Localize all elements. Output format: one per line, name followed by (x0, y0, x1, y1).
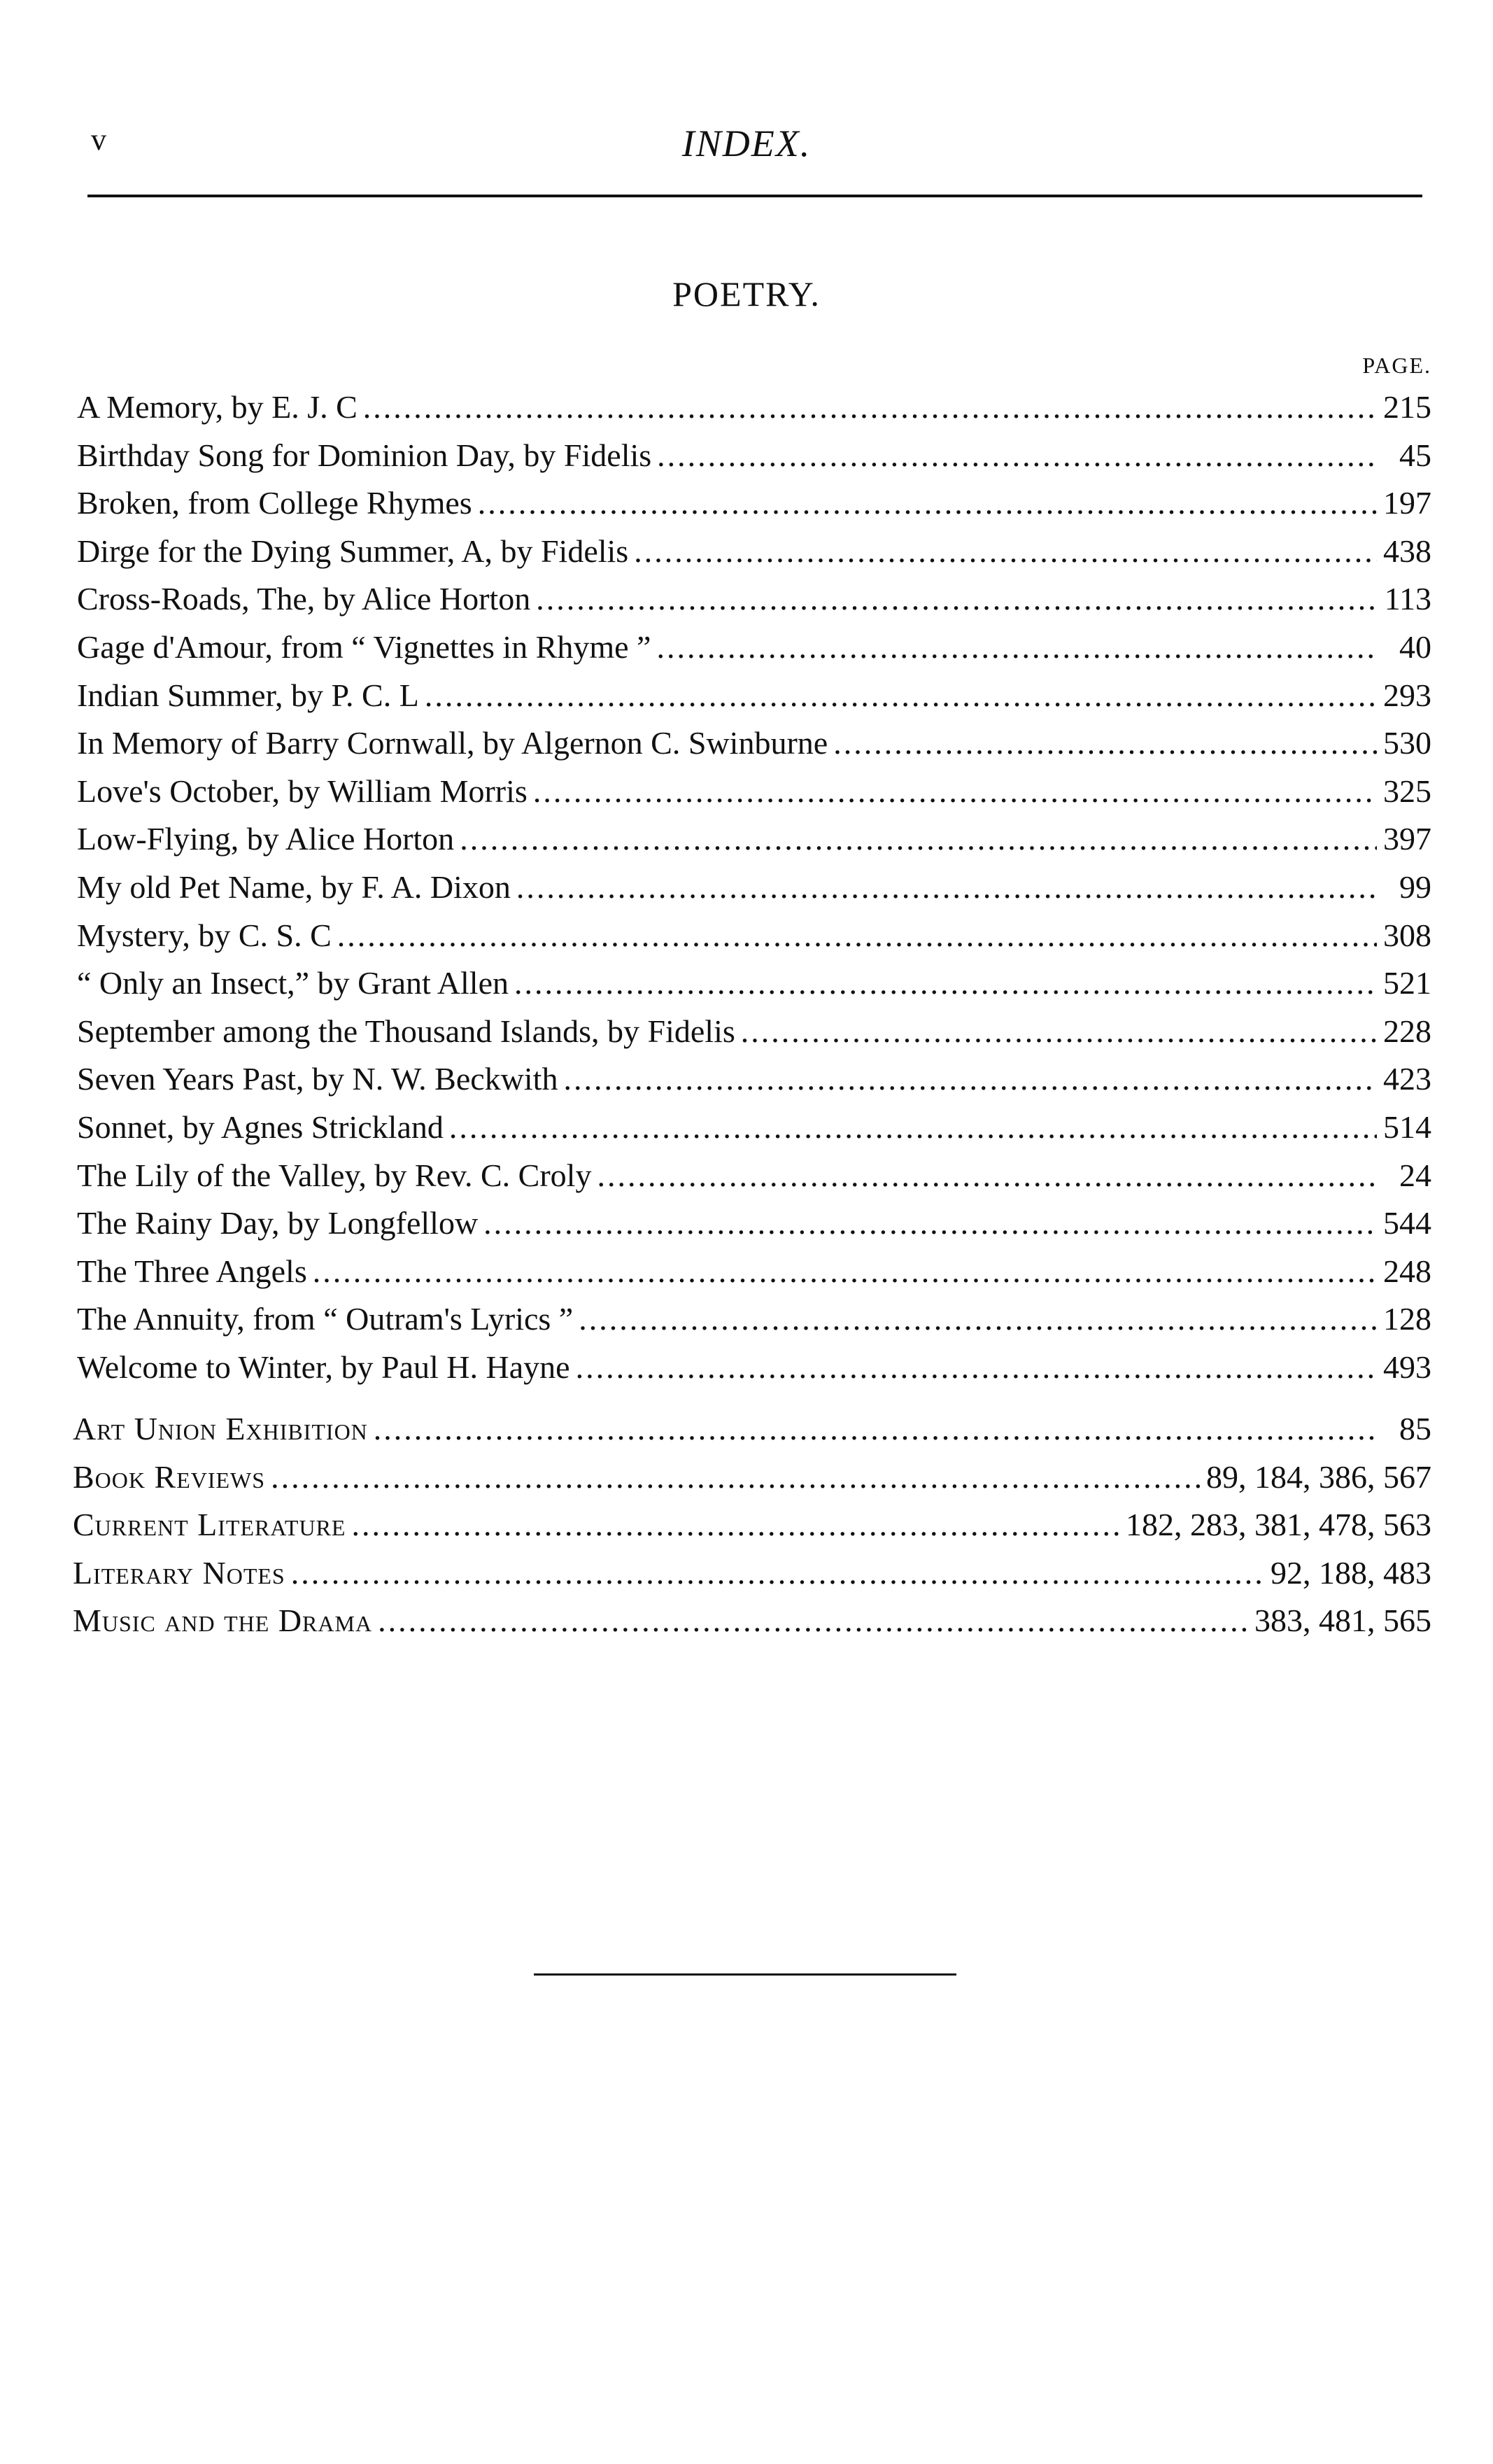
index-entry (77, 383, 1431, 432)
entry-title: Low-Flying, by Alice Horton (77, 821, 455, 857)
dot-leader (533, 768, 1377, 815)
index-entry (77, 959, 1431, 1008)
entry-title: Mystery, by C. S. C (77, 917, 332, 953)
dot-leader (634, 528, 1377, 575)
index-entry (77, 1055, 1431, 1104)
entry-title: Music and the Drama (73, 1603, 373, 1639)
index-entry (77, 719, 1431, 768)
page-column-label: PAGE. (1362, 353, 1431, 378)
entry-title: Literary Notes (73, 1554, 285, 1591)
dot-leader (579, 1295, 1377, 1343)
entry-title: The Lily of the Valley, by Rev. C. Croly (77, 1157, 592, 1193)
entry-page: 92, 188, 483 (1271, 1554, 1431, 1591)
entry-title: “ Only an Insect,” by Grant Allen (77, 965, 509, 1001)
entry-page: 544 (1383, 1205, 1431, 1241)
page-folio: v (91, 122, 106, 157)
index-entry (77, 1199, 1431, 1248)
index-entry (77, 1008, 1431, 1056)
index-entry (77, 1152, 1431, 1200)
entry-title: Book Reviews (73, 1458, 266, 1495)
dot-leader (563, 1055, 1377, 1103)
index-entry (77, 815, 1431, 864)
entry-page: 128 (1383, 1301, 1431, 1337)
index-entry (77, 624, 1431, 672)
entry-page: 215 (1383, 389, 1431, 425)
index-entry (77, 768, 1431, 816)
entry-title: The Rainy Day, by Longfellow (77, 1205, 479, 1241)
index-entry (77, 1295, 1431, 1344)
section-title: POETRY. (672, 274, 821, 314)
entry-page: 530 (1383, 725, 1431, 761)
entry-title: Cross-Roads, The, by Alice Horton (77, 581, 531, 617)
header-rule (87, 195, 1422, 197)
entry-page: 113 (1384, 581, 1431, 617)
entry-title: My old Pet Name, by F. A. Dixon (77, 868, 511, 905)
entry-page: 325 (1383, 773, 1431, 809)
index-entry (73, 1597, 1431, 1645)
dot-leader (449, 1104, 1377, 1151)
dot-leader (516, 864, 1377, 911)
entry-page: 40 (1399, 628, 1431, 665)
dot-leader (363, 383, 1377, 431)
index-entry (77, 528, 1431, 576)
index-entry (77, 479, 1431, 528)
entry-title: The Annuity, from “ Outram's Lyrics ” (77, 1301, 574, 1337)
dot-leader (514, 959, 1377, 1007)
entry-page: 45 (1399, 437, 1431, 473)
index-entry (77, 672, 1431, 720)
index-entry (73, 1453, 1431, 1502)
dot-leader (271, 1453, 1201, 1501)
entry-title: A Memory, by E. J. C (77, 389, 358, 425)
index-entry (77, 432, 1431, 480)
misc-index-list (73, 1405, 1431, 1645)
entry-page: 24 (1399, 1157, 1431, 1193)
dot-leader (536, 575, 1377, 623)
entry-page: 248 (1383, 1253, 1431, 1289)
poetry-index-list (77, 383, 1431, 1391)
dot-leader (656, 624, 1377, 671)
dot-leader (741, 1008, 1377, 1055)
index-entry (77, 575, 1431, 624)
dot-leader (657, 432, 1377, 479)
dot-leader (337, 912, 1377, 959)
entry-page: 514 (1383, 1108, 1431, 1145)
entry-title: Indian Summer, by P. C. L (77, 677, 419, 713)
index-entry (77, 1248, 1431, 1296)
entry-page: 423 (1383, 1061, 1431, 1097)
entry-page: 521 (1383, 965, 1431, 1001)
entry-title: Current Literature (73, 1507, 346, 1543)
entry-page: 493 (1383, 1349, 1431, 1385)
entry-page: 397 (1383, 821, 1431, 857)
entry-page: 85 (1399, 1411, 1431, 1446)
dot-leader (597, 1152, 1377, 1199)
entry-title: Dirge for the Dying Summer, A, by Fidelis (77, 533, 629, 569)
entry-title: Birthday Song for Dominion Day, by Fidelis (77, 437, 652, 473)
entry-page: 197 (1383, 485, 1431, 521)
entry-title: In Memory of Barry Cornwall, by Algernon C. Swinburne (77, 725, 828, 761)
dot-leader (460, 815, 1377, 863)
entry-page: 89, 184, 386, 567 (1206, 1458, 1431, 1495)
dot-leader (833, 719, 1377, 767)
index-entry (73, 1549, 1431, 1598)
index-entry (73, 1405, 1431, 1453)
index-entry (77, 1344, 1431, 1392)
dot-leader (313, 1248, 1377, 1295)
index-entry (73, 1501, 1431, 1549)
closing-rule (534, 1973, 956, 1976)
dot-leader (351, 1501, 1120, 1549)
index-entry (77, 864, 1431, 912)
entry-title: September among the Thousand Islands, by Fidelis (77, 1013, 735, 1049)
dot-leader (374, 1405, 1377, 1453)
dot-leader (576, 1344, 1377, 1391)
entry-title: Welcome to Winter, by Paul H. Hayne (77, 1349, 570, 1385)
dot-leader (483, 1199, 1377, 1247)
entry-page: 438 (1383, 533, 1431, 569)
index-entry (77, 912, 1431, 960)
running-head: INDEX. (681, 122, 812, 164)
entry-page: 99 (1399, 868, 1431, 905)
entry-title: Gage d'Amour, from “ Vignettes in Rhyme ” (77, 628, 651, 665)
entry-page: 182, 283, 381, 478, 563 (1126, 1507, 1431, 1543)
dot-leader (378, 1597, 1249, 1645)
entry-title: Art Union Exhibition (73, 1411, 368, 1446)
entry-title: Sonnet, by Agnes Strickland (77, 1108, 444, 1145)
index-entry (77, 1104, 1431, 1152)
dot-leader (425, 672, 1377, 719)
dot-leader (291, 1549, 1265, 1597)
entry-page: 308 (1383, 917, 1431, 953)
entry-page: 228 (1383, 1013, 1431, 1049)
dot-leader (478, 479, 1377, 527)
entry-page: 293 (1383, 677, 1431, 713)
entry-title: Seven Years Past, by N. W. Beckwith (77, 1061, 558, 1097)
entry-title: The Three Angels (77, 1253, 307, 1289)
entry-title: Broken, from College Rhymes (77, 485, 472, 521)
entry-title: Love's October, by William Morris (77, 773, 528, 809)
entry-page: 383, 481, 565 (1254, 1603, 1431, 1639)
